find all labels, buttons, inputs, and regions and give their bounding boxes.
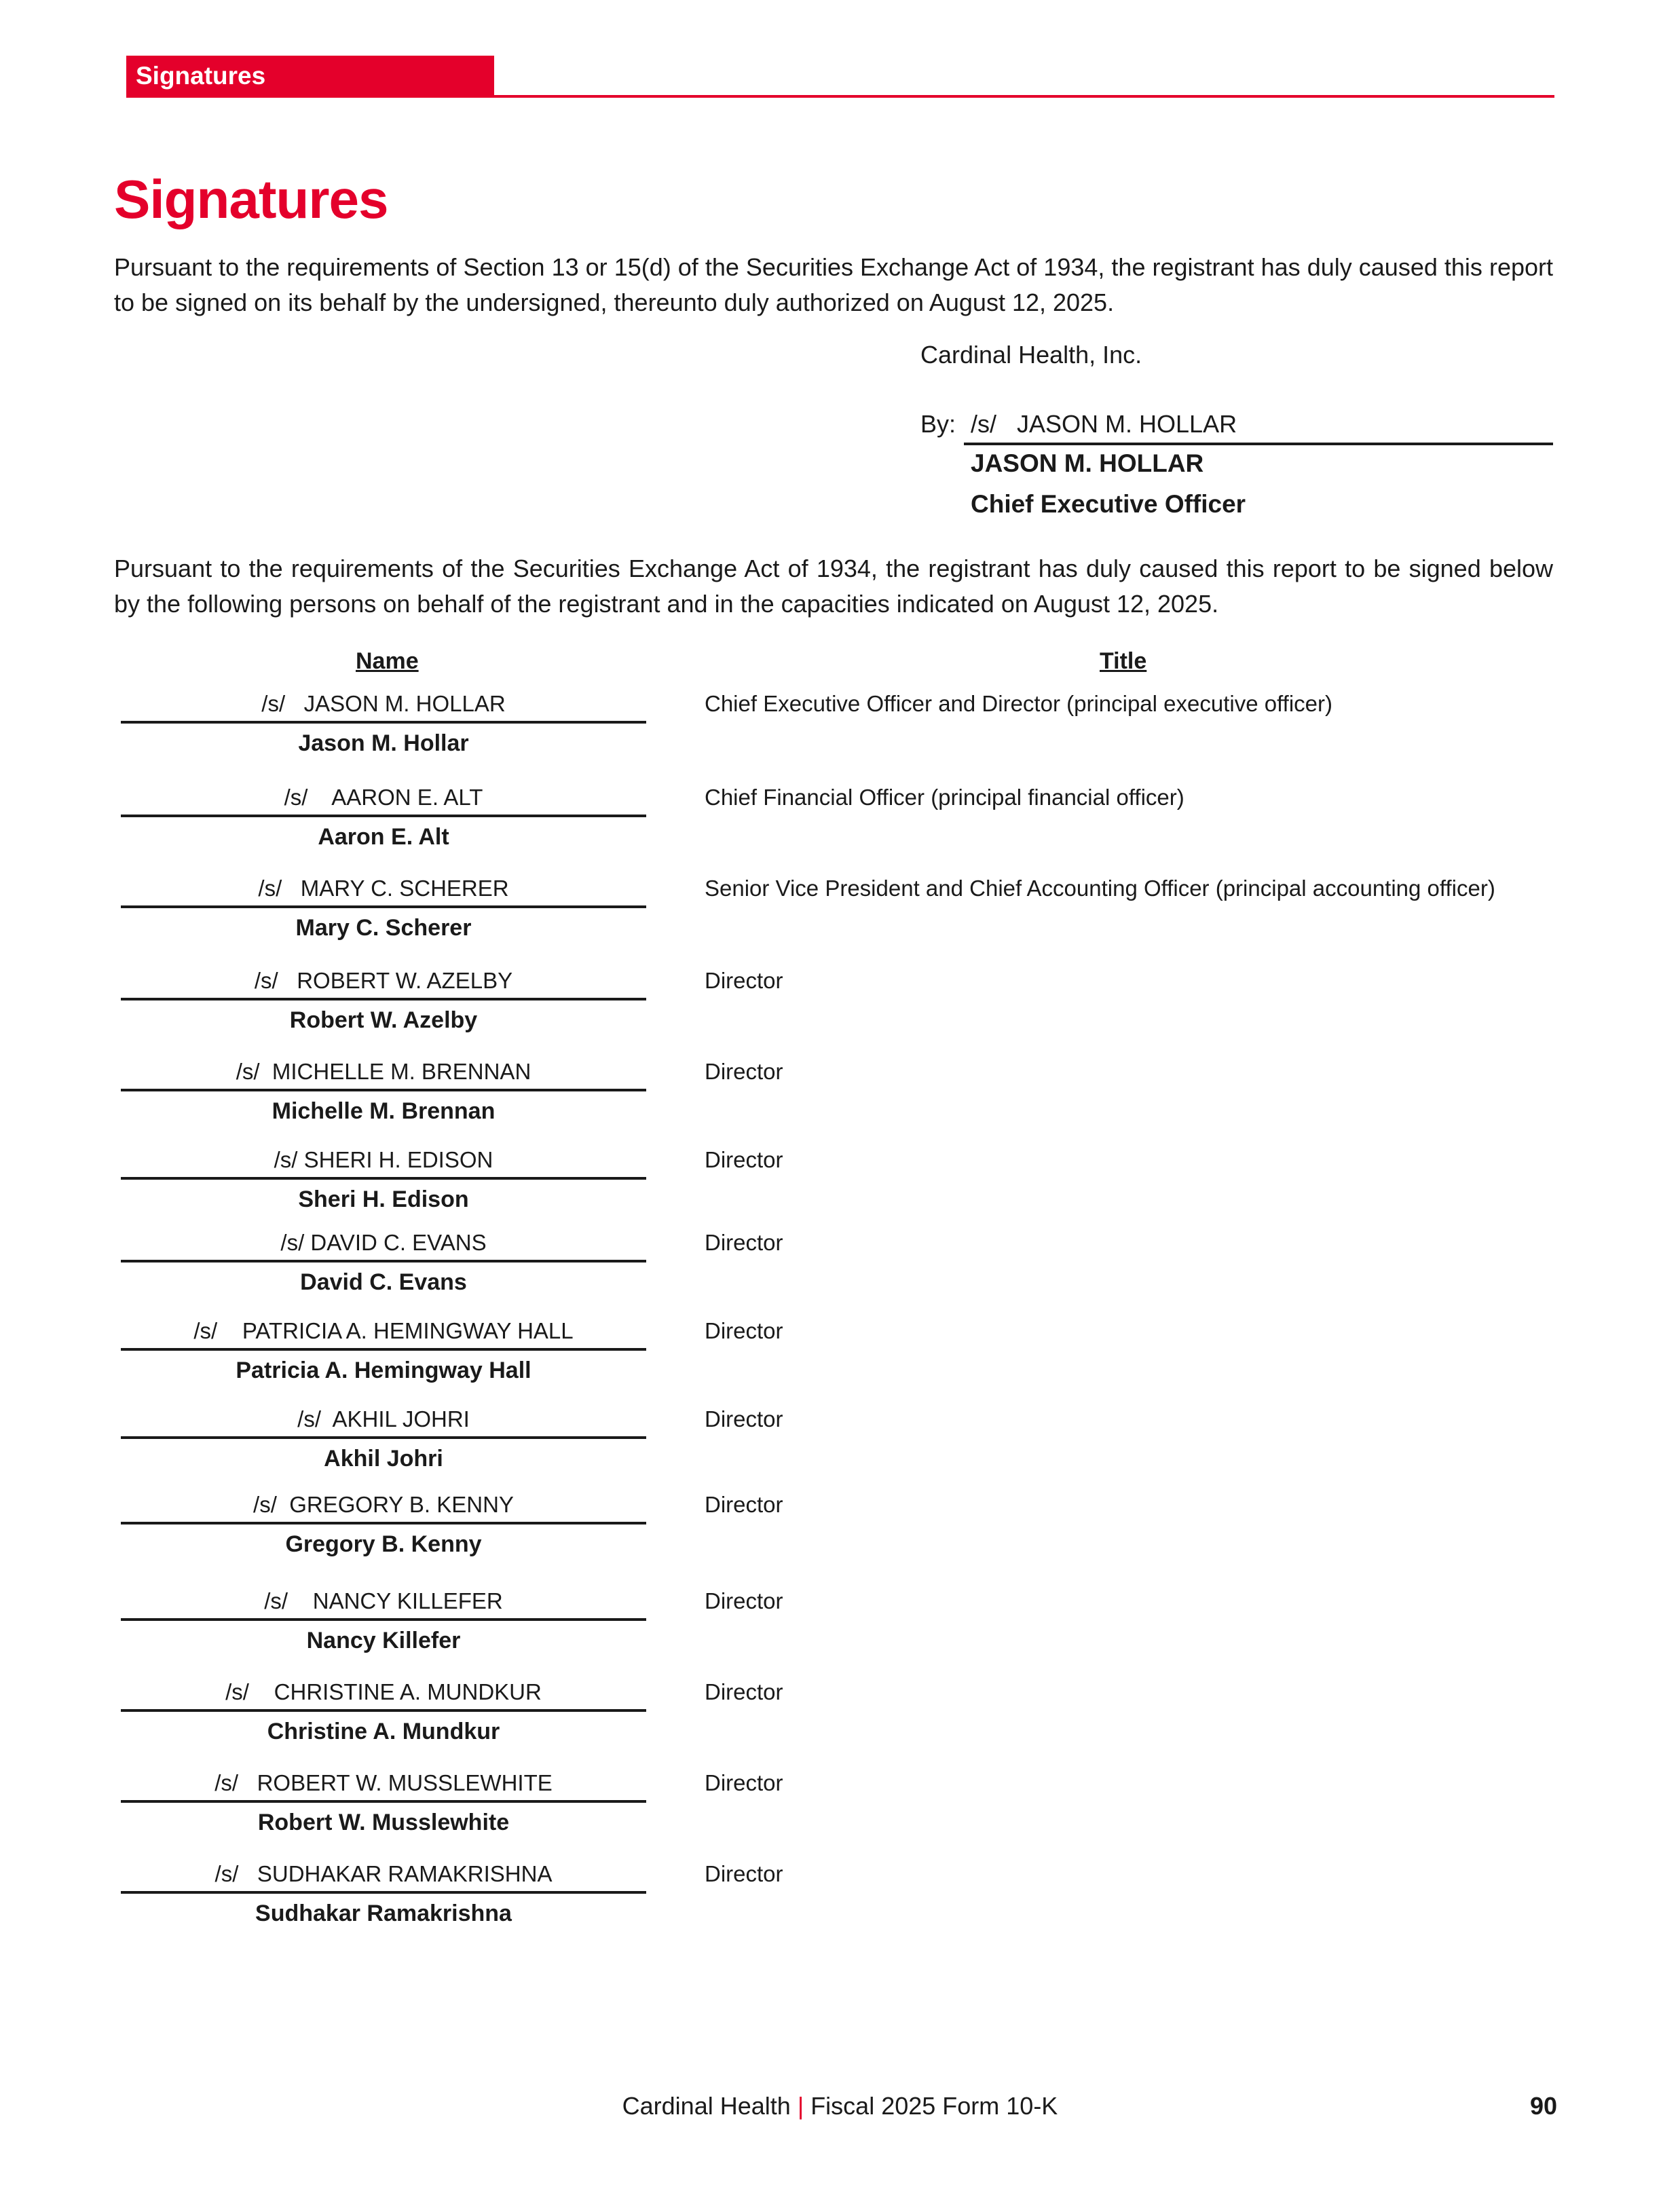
table-row [0, 876, 1680, 964]
company-name: Cardinal Health, Inc. [920, 341, 1142, 369]
signature-text: /s/ SHERI H. EDISON [274, 1147, 493, 1172]
table-row [0, 1861, 1680, 1949]
section-tab: Signatures [126, 56, 494, 96]
signatory-name: Sudhakar Ramakrishna [255, 1901, 512, 1926]
signatory-name: Akhil Johri [324, 1446, 443, 1472]
signature-rule [121, 1260, 646, 1262]
signatory-title: Director [705, 1679, 783, 1704]
signature-rule [121, 1177, 646, 1180]
signatory-title: Director [705, 968, 783, 993]
signature-text: /s/ AARON E. ALT [284, 785, 483, 810]
signature-text: /s/ AKHIL JOHRI [297, 1406, 470, 1432]
signature-rule [121, 1436, 646, 1439]
table-row [0, 785, 1680, 873]
ceo-name: JASON M. HOLLAR [971, 449, 1204, 477]
table-row [0, 1059, 1680, 1147]
footer [0, 2092, 1680, 2120]
signature-rule [121, 1089, 646, 1091]
header-rule [126, 95, 1554, 98]
signature-rule [121, 998, 646, 1000]
signatory-title: Director [705, 1147, 783, 1172]
table-row [0, 1318, 1680, 1406]
table-row [0, 968, 1680, 1056]
signatory-name: Christine A. Mundkur [267, 1719, 500, 1744]
table-row [0, 691, 1680, 779]
table-row [0, 1406, 1680, 1495]
signature-rule [121, 1891, 646, 1894]
column-header-title: Title [1100, 648, 1147, 674]
signatory-name: Jason M. Hollar [298, 730, 469, 756]
footer-company: Cardinal Health [622, 2092, 791, 2120]
table-row [0, 1679, 1680, 1767]
signature-rule [121, 1618, 646, 1621]
signature-rule [121, 1522, 646, 1524]
signature-text: /s/ MICHELLE M. BRENNAN [236, 1059, 531, 1084]
signatory-name: Aaron E. Alt [318, 824, 449, 850]
signature-rule [121, 905, 646, 908]
signatory-title: Director [705, 1059, 783, 1084]
intro-paragraph: Pursuant to the requirements of Section 13 or 15(d) of the Securities Exchange Act of 1934, the registrant has duly caused this report to be signed on its behalf by the undersigned, thereunto duly authorized on August 12, 2025. [114, 253, 1553, 316]
signature-text: /s/ ROBERT W. AZELBY [254, 968, 513, 993]
footer-document: Fiscal 2025 Form 10-K [810, 2092, 1058, 2120]
signatory-title: Senior Vice President and Chief Accounting Officer (principal accounting officer) [705, 876, 1495, 901]
signature-text: /s/ JASON M. HOLLAR [261, 691, 506, 716]
signatory-name: Michelle M. Brennan [272, 1098, 496, 1124]
signatory-title: Chief Executive Officer and Director (principal executive officer) [705, 691, 1332, 716]
signatory-name: Sheri H. Edison [298, 1186, 469, 1212]
signatory-title: Director [705, 1406, 783, 1432]
signatory-title: Director [705, 1318, 783, 1343]
signature-rule [121, 721, 646, 724]
signature-text: /s/ SUDHAKAR RAMAKRISHNA [214, 1861, 553, 1886]
signatory-name: Nancy Killefer [306, 1628, 461, 1653]
page-number: 90 [1530, 2092, 1558, 2120]
signatory-name: Gregory B. Kenny [285, 1531, 482, 1557]
signatory-name: Robert W. Musslewhite [257, 1810, 510, 1835]
signatory-name: Robert W. Azelby [289, 1007, 478, 1033]
signature-text: /s/ CHRISTINE A. MUNDKUR [225, 1679, 542, 1704]
column-header-name: Name [356, 648, 419, 674]
signature-rule [964, 443, 1553, 445]
signature-text: /s/ DAVID C. EVANS [280, 1230, 487, 1255]
signature-text: /s/ ROBERT W. MUSSLEWHITE [214, 1770, 553, 1795]
signatory-title: Chief Financial Officer (principal financial officer) [705, 785, 1184, 810]
signatory-name: David C. Evans [300, 1269, 467, 1295]
signature-rule [121, 1800, 646, 1803]
signatories-paragraph: Pursuant to the requirements of the Securities Exchange Act of 1934, the registrant has duly caused this report to be signed below by the following persons on behalf of the registrant and in the capacities indicated on August 12, 2025. [114, 555, 1553, 618]
page-title: Signatures [114, 169, 388, 229]
footer-separator: | [797, 2092, 804, 2120]
signatory-title: Director [705, 1588, 783, 1613]
table-row [0, 1588, 1680, 1677]
ceo-title: Chief Executive Officer [971, 490, 1246, 518]
table-row [0, 1770, 1680, 1858]
signatory-title: Director [705, 1492, 783, 1517]
table-row [0, 1230, 1680, 1318]
signature-text: /s/ PATRICIA A. HEMINGWAY HALL [193, 1318, 574, 1343]
signature-text: /s/ GREGORY B. KENNY [253, 1492, 514, 1517]
by-label: By: [920, 410, 956, 438]
table-row [0, 1147, 1680, 1235]
signatory-title: Director [705, 1770, 783, 1795]
signatory-name: Mary C. Scherer [295, 915, 472, 941]
signatory-name: Patricia A. Hemingway Hall [236, 1358, 531, 1383]
table-row [0, 1492, 1680, 1580]
signature-text: /s/ MARY C. SCHERER [258, 876, 509, 901]
signature-rule [121, 1348, 646, 1351]
signature-rule [121, 815, 646, 817]
signature-rule [121, 1709, 646, 1712]
ceo-signature: /s/ JASON M. HOLLAR [971, 410, 1237, 438]
signature-text: /s/ NANCY KILLEFER [264, 1588, 503, 1613]
signatory-title: Director [705, 1230, 783, 1255]
signatory-title: Director [705, 1861, 783, 1886]
